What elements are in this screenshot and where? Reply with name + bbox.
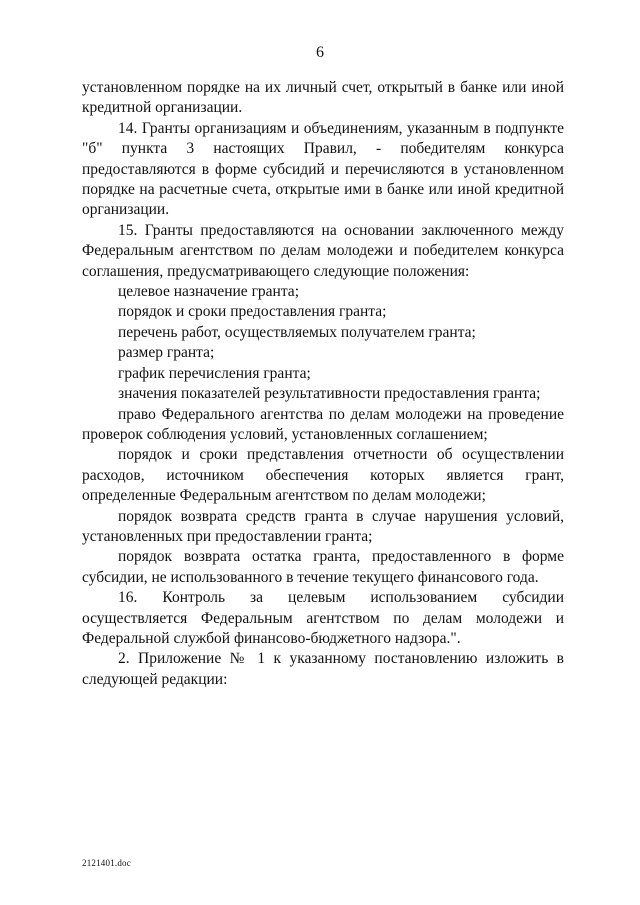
paragraph-14: 14. Гранты организациям и объединениям, указанным в подпункте "б" пункта 3 настоящих Правил, - победителям конкурса предоставляются в форме субсидий и перечисляются в установленном порядке на расчетные счета, открытые ими в банке или иной кредитной организации. bbox=[82, 119, 564, 219]
document-body bbox=[82, 78, 564, 690]
list-item-reporting: порядок и сроки представления отчетности об осуществлении расходов, источником обеспечения которых является грант, определенные Федеральным агентством по делам молодежи; bbox=[82, 446, 564, 505]
paragraph-16: 16. Контроль за целевым использованием субсидии осуществляется Федеральным агентством по делам молодежи и Федеральной службой финансово-бюджетного надзора.". bbox=[82, 589, 564, 647]
page-number: 6 bbox=[316, 44, 324, 61]
list-item-schedule: график перечисления гранта; bbox=[118, 364, 311, 382]
paragraph-continuation: установленном порядке на их личный счет, открытый в банке или иной кредитной организации. bbox=[82, 79, 564, 117]
list-item-indicators: значения показателей результативности предоставления гранта; bbox=[118, 385, 541, 403]
paragraph-appendix: 2. Приложение № 1 к указанному постановлению изложить в следующей редакции: bbox=[82, 650, 564, 688]
list-item-works: перечень работ, осуществляемых получателем гранта; bbox=[118, 323, 476, 341]
list-item-inspection-right: право Федерального агентства по делам молодежи на проведение проверок соблюдения условий, установленных соглашением; bbox=[82, 405, 564, 443]
list-item-purpose: целевое назначение гранта; bbox=[118, 283, 299, 301]
footer-file-name: 2121401.doc bbox=[82, 858, 131, 868]
list-item-refund-remainder: порядок возврата остатка гранта, предоставленного в форме субсидии, не использованного в течение текущего финансового года. bbox=[82, 548, 564, 586]
list-item-terms: порядок и сроки предоставления гранта; bbox=[118, 303, 387, 321]
list-item-refund-violation: порядок возврата средств гранта в случае нарушения условий, установленных при предоставлении гранта; bbox=[82, 507, 564, 545]
paragraph-15: 15. Гранты предоставляются на основании заключенного между Федеральным агентством по делам молодежи и победителем конкурса соглашения, предусматривающего следующие положения: bbox=[82, 221, 564, 280]
list-item-amount: размер гранта; bbox=[118, 344, 215, 362]
